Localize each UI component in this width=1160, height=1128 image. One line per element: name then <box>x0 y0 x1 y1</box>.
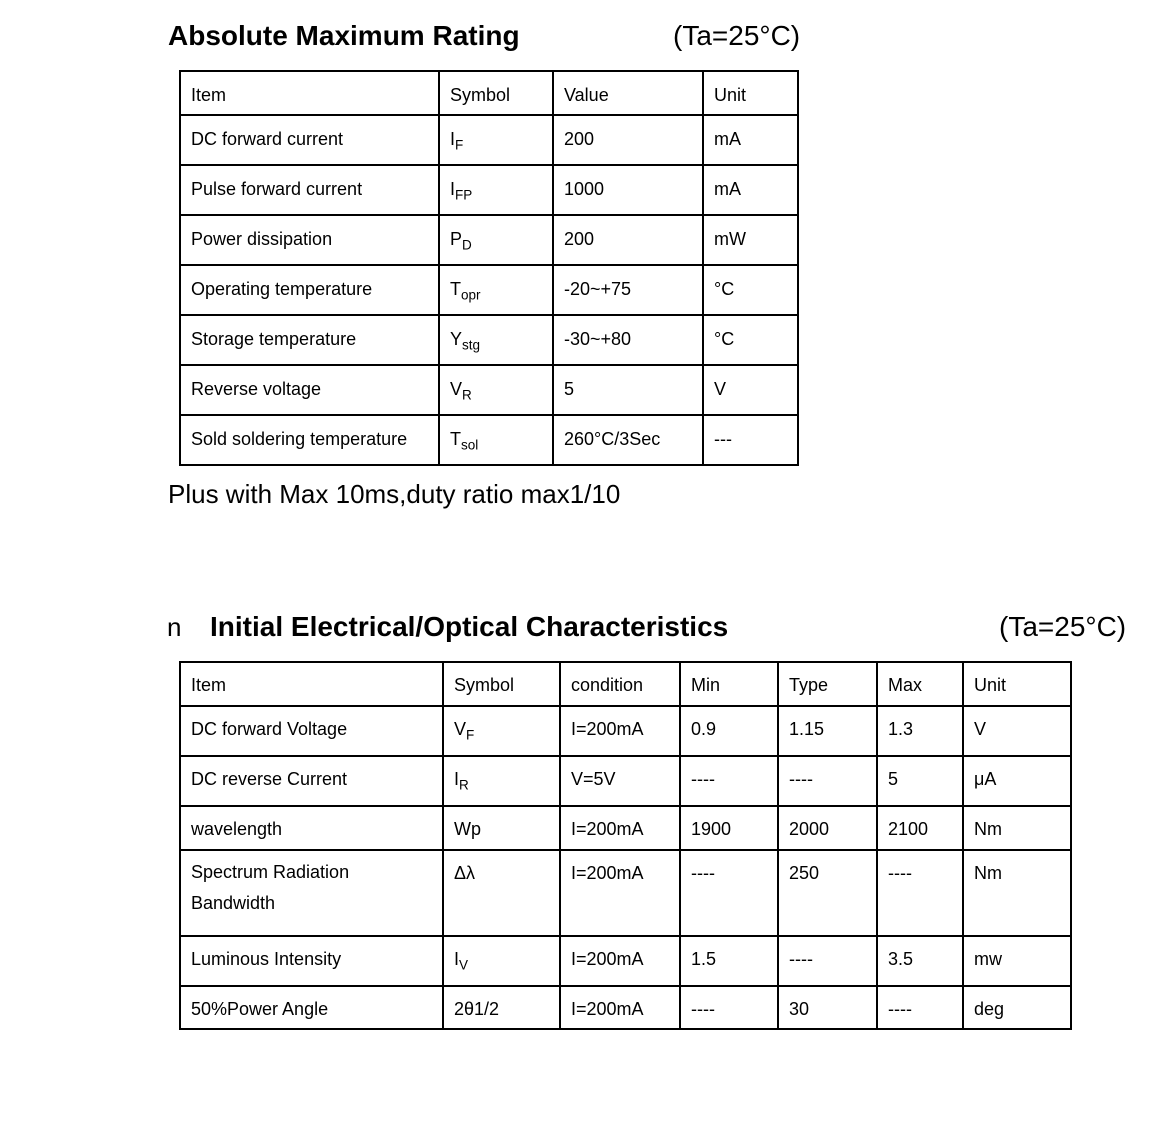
max-cell: 5 <box>877 756 963 806</box>
unit-cell: Nm <box>963 850 1071 936</box>
section2-bullet: n <box>167 612 182 642</box>
table-row <box>180 756 1071 806</box>
item-line-1: Spectrum Radiation <box>191 862 350 882</box>
item-cell: Pulse forward current <box>180 165 439 215</box>
header-cell: Type <box>778 662 877 706</box>
symbol-main: I <box>454 769 460 789</box>
condition-cell: I=200mA <box>560 850 680 936</box>
symbol-main: I <box>450 179 456 199</box>
min-cell: 1900 <box>680 806 778 850</box>
table-row <box>180 215 798 265</box>
symbol-main: Wp <box>454 819 481 839</box>
header-cell: Symbol <box>439 71 553 115</box>
table-row <box>180 165 798 215</box>
symbol-main: T <box>450 279 461 299</box>
header-cell: Value <box>553 71 703 115</box>
symbol-subscript: F <box>455 137 464 153</box>
symbol-main: I <box>450 129 456 149</box>
table-header-row <box>180 71 798 115</box>
item-cell: DC forward Voltage <box>180 706 443 756</box>
symbol-subscript: R <box>462 387 472 403</box>
symbol-cell <box>443 986 560 1029</box>
max-cell: ---- <box>877 986 963 1029</box>
min-cell: ---- <box>680 850 778 936</box>
unit-cell: --- <box>703 415 798 465</box>
item-cell: Operating temperature <box>180 265 439 315</box>
max-cell: 2100 <box>877 806 963 850</box>
unit-cell: V <box>703 365 798 415</box>
table-row <box>180 936 1071 986</box>
value-cell: 260°C/3Sec <box>553 415 703 465</box>
unit-cell: °C <box>703 265 798 315</box>
section2-condition: (Ta=25°C) <box>999 611 1127 642</box>
header-cell: condition <box>560 662 680 706</box>
item-line-2: Bandwidth <box>191 893 276 913</box>
item-cell: 50%Power Angle <box>180 986 443 1029</box>
type-cell: ---- <box>778 936 877 986</box>
value-cell: -30~+80 <box>553 315 703 365</box>
symbol-cell <box>443 756 560 806</box>
header-cell: Unit <box>703 71 798 115</box>
symbol-cell <box>439 315 553 365</box>
item-cell: Sold soldering temperature <box>180 415 439 465</box>
type-cell: ---- <box>778 756 877 806</box>
symbol-main: P <box>450 229 463 249</box>
unit-cell: mA <box>703 115 798 165</box>
value-cell: 200 <box>553 115 703 165</box>
symbol-cell <box>439 415 553 465</box>
absolute-maximum-rating-table <box>179 70 799 466</box>
table-row <box>180 115 798 165</box>
header-cell: Min <box>680 662 778 706</box>
unit-cell: mW <box>703 215 798 265</box>
type-cell: 250 <box>778 850 877 936</box>
section1-title: Absolute Maximum Rating <box>168 20 520 51</box>
symbol-main: T <box>450 429 461 449</box>
symbol-cell <box>439 265 553 315</box>
symbol-main: 2θ1/2 <box>454 999 500 1019</box>
condition-cell: I=200mA <box>560 986 680 1029</box>
symbol-subscript: FP <box>455 187 473 203</box>
table-row <box>180 315 798 365</box>
unit-cell: °C <box>703 315 798 365</box>
symbol-main: Y <box>450 329 463 349</box>
table-row <box>180 415 798 465</box>
max-cell: 3.5 <box>877 936 963 986</box>
header-cell: Max <box>877 662 963 706</box>
condition-cell: I=200mA <box>560 806 680 850</box>
table-row <box>180 850 1071 936</box>
item-cell: wavelength <box>180 806 443 850</box>
header-cell: Item <box>180 662 443 706</box>
header-cell: Item <box>180 71 439 115</box>
type-cell: 1.15 <box>778 706 877 756</box>
symbol-cell <box>443 850 560 936</box>
section1-condition: (Ta=25°C) <box>673 20 801 51</box>
symbol-cell <box>439 165 553 215</box>
electrical-optical-characteristics-table <box>179 661 1072 1030</box>
symbol-main: I <box>454 949 460 969</box>
unit-cell: mw <box>963 936 1071 986</box>
min-cell: ---- <box>680 756 778 806</box>
condition-cell: I=200mA <box>560 706 680 756</box>
value-cell: -20~+75 <box>553 265 703 315</box>
unit-cell: V <box>963 706 1071 756</box>
max-cell: ---- <box>877 850 963 936</box>
value-cell: 200 <box>553 215 703 265</box>
table-row <box>180 365 798 415</box>
value-cell: 1000 <box>553 165 703 215</box>
value-cell: 5 <box>553 365 703 415</box>
symbol-main: V <box>450 379 463 399</box>
symbol-cell <box>439 215 553 265</box>
symbol-cell <box>439 115 553 165</box>
header-cell: Symbol <box>443 662 560 706</box>
unit-cell: Nm <box>963 806 1071 850</box>
section2-title: Initial Electrical/Optical Characteristics <box>210 611 729 642</box>
symbol-subscript: F <box>466 727 475 743</box>
table-row <box>180 806 1071 850</box>
symbol-subscript: D <box>462 237 472 253</box>
item-cell: DC forward current <box>180 115 439 165</box>
symbol-subscript: R <box>459 777 469 793</box>
symbol-subscript: opr <box>461 287 481 303</box>
pulse-note: Plus with Max 10ms,duty ratio max1/10 <box>168 479 621 509</box>
max-cell: 1.3 <box>877 706 963 756</box>
min-cell: 0.9 <box>680 706 778 756</box>
condition-cell: V=5V <box>560 756 680 806</box>
symbol-cell <box>439 365 553 415</box>
table-row <box>180 986 1071 1029</box>
item-cell: Luminous Intensity <box>180 936 443 986</box>
item-cell: Reverse voltage <box>180 365 439 415</box>
min-cell: ---- <box>680 986 778 1029</box>
type-cell: 30 <box>778 986 877 1029</box>
unit-cell: deg <box>963 986 1071 1029</box>
header-cell: Unit <box>963 662 1071 706</box>
item-cell: Power dissipation <box>180 215 439 265</box>
symbol-subscript: sol <box>461 437 479 453</box>
symbol-cell <box>443 706 560 756</box>
symbol-subscript: stg <box>462 337 481 353</box>
table-row <box>180 265 798 315</box>
unit-cell: mA <box>703 165 798 215</box>
symbol-main: Δλ <box>454 863 476 883</box>
table-header-row <box>180 662 1071 706</box>
unit-cell: μA <box>963 756 1071 806</box>
symbol-subscript: V <box>459 957 469 973</box>
type-cell: 2000 <box>778 806 877 850</box>
min-cell: 1.5 <box>680 936 778 986</box>
condition-cell: I=200mA <box>560 936 680 986</box>
table-row <box>180 706 1071 756</box>
item-cell <box>180 850 443 936</box>
symbol-cell <box>443 936 560 986</box>
item-cell: DC reverse Current <box>180 756 443 806</box>
item-cell: Storage temperature <box>180 315 439 365</box>
symbol-main: V <box>454 719 467 739</box>
symbol-cell <box>443 806 560 850</box>
